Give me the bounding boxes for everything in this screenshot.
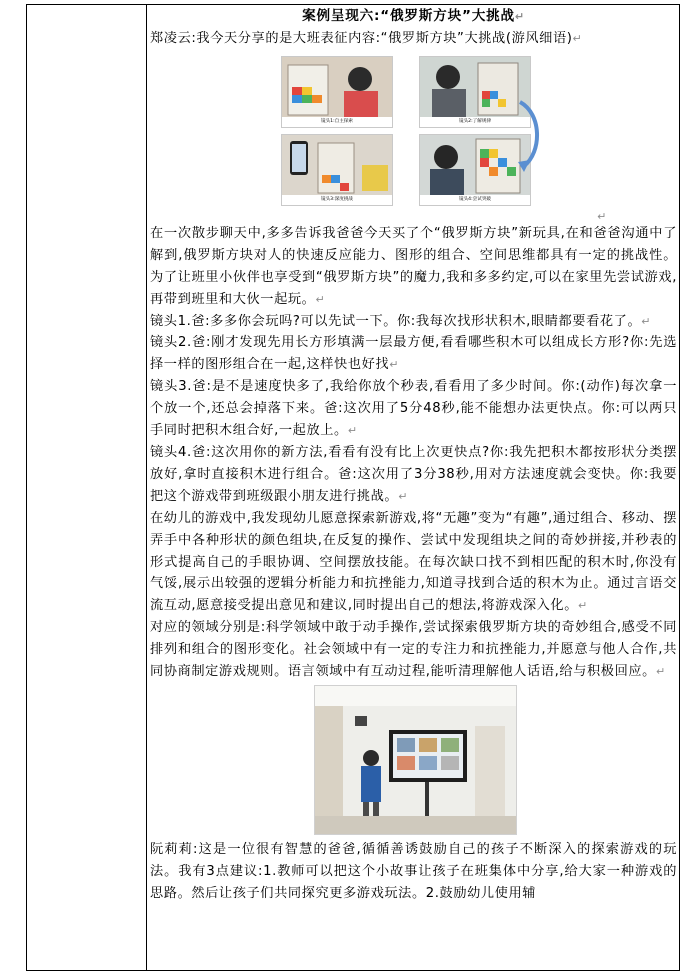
photo-4-caption: 镜头4:尝试突破 bbox=[420, 195, 530, 205]
paragraph-1: 在一次散步聊天中,多多告诉我爸爸今天买了个“俄罗斯方块”新玩具,在和爸爸沟通中了解到,俄罗斯方块对人的快速反应能力、图形的组合、空间思维都具有一定的挑战性。为了让班里小伙伴也享受到“俄罗斯方块”的魔力,我和多多约定,可以在家里先尝试游戏,再带到班里和大伙一起玩。↵ bbox=[150, 225, 677, 307]
content-cell bbox=[150, 4, 677, 905]
photo-4-image bbox=[420, 135, 530, 195]
case-title: 案例呈现六:“俄罗斯方块”大挑战↵ bbox=[302, 8, 525, 24]
paragraph-7: 对应的领域分别是:科学领域中敢于动手操作,尝试探索俄罗斯方块的奇妙组合,感受不同排列和组合的图形变化。社会领域中有一定的专注力和抗挫能力,并愿意与他人合作,共同协商制定游戏规则。语言领域中有互动过程,能听清理解他人话语,给与积极回应。↵ bbox=[150, 620, 677, 680]
intro-paragraph: 郑凌云:我今天分享的是大班表征内容:“俄罗斯方块”大挑战(游风细语)↵ bbox=[150, 31, 583, 46]
photo-1 bbox=[281, 56, 393, 128]
table-column-divider bbox=[146, 4, 147, 971]
classroom-photo bbox=[314, 685, 517, 835]
paragraph-5: 镜头4.爸:这次用你的新方法,看看有没有比上次更快点?你:我先把积木都按形状分类摆放好,拿时直接积木进行组合。爸:这次用了3分38秒,用对方法速度就会变快。你:我要把这个游戏带到班级跟小朋友进行挑战。↵ bbox=[150, 444, 677, 504]
photo-2-caption: 镜头2:了解规律 bbox=[420, 117, 530, 127]
image-paragraph-mark: ↵ bbox=[597, 209, 607, 223]
paragraph-3: 镜头2.爸:刚才发现先用长方形填满一层最方便,看看哪些积木可以组成长方形?你:先选择一样的图形组合在一起,这样快也好找↵ bbox=[150, 335, 677, 373]
photo-3-caption: 镜头3:深度挑战 bbox=[282, 195, 392, 205]
photo-3-image bbox=[282, 135, 392, 195]
photo-1-image bbox=[282, 57, 392, 117]
photo-3 bbox=[281, 134, 393, 206]
paragraph-4: 镜头3.爸:是不是速度快多了,我给你放个秒表,看看用了多少时间。你:(动作)每次拿一个放一个,还总会掉落下来。爸:这次用了5分48秒,能不能想办法更快点。你:可以两只手同时把积木组合好,一起放上。↵ bbox=[150, 379, 677, 439]
photo-2-image bbox=[420, 57, 530, 117]
photo-1-caption: 镜头1:自主探索 bbox=[282, 117, 392, 127]
closing-paragraph: 阮莉莉:这是一位很有智慧的爸爸,循循善诱鼓励自己的孩子不断深入的探索游戏的玩法。我有3点建议:1.教师可以把这个小故事让孩子在班集体中分享,给大家一种游戏的思路。然后让孩子们共同探究更多游戏玩法。2.鼓励幼儿使用辅 bbox=[150, 841, 677, 901]
classroom-photo-image bbox=[315, 686, 516, 834]
photo-collage bbox=[281, 56, 536, 211]
paragraph-2: 镜头1.爸:多多你会玩吗?可以先试一下。你:我每次找形状积木,眼睛都要看花了。↵ bbox=[150, 313, 652, 329]
photo-4 bbox=[419, 134, 531, 206]
curved-arrow-icon bbox=[516, 96, 546, 176]
photo-2 bbox=[419, 56, 531, 128]
paragraph-6: 在幼儿的游戏中,我发现幼儿愿意探索新游戏,将“无趣”变为“有趣”,通过组合、移动、摆弄手中各种形状的颜色组块,在反复的操作、尝试中发现组块之间的奇妙拼接,并秒表的形式提高自己的手眼协调、空间摆放技能。在每次缺口找不到相匹配的积木时,你没有气馁,展示出较强的逻辑分析能力和抗挫能力,知道寻找到合适的积木为止。通过言语交流互动,愿意接受提出意见和建议,同时提出自己的想法,将游戏深入化。↵ bbox=[150, 510, 677, 614]
